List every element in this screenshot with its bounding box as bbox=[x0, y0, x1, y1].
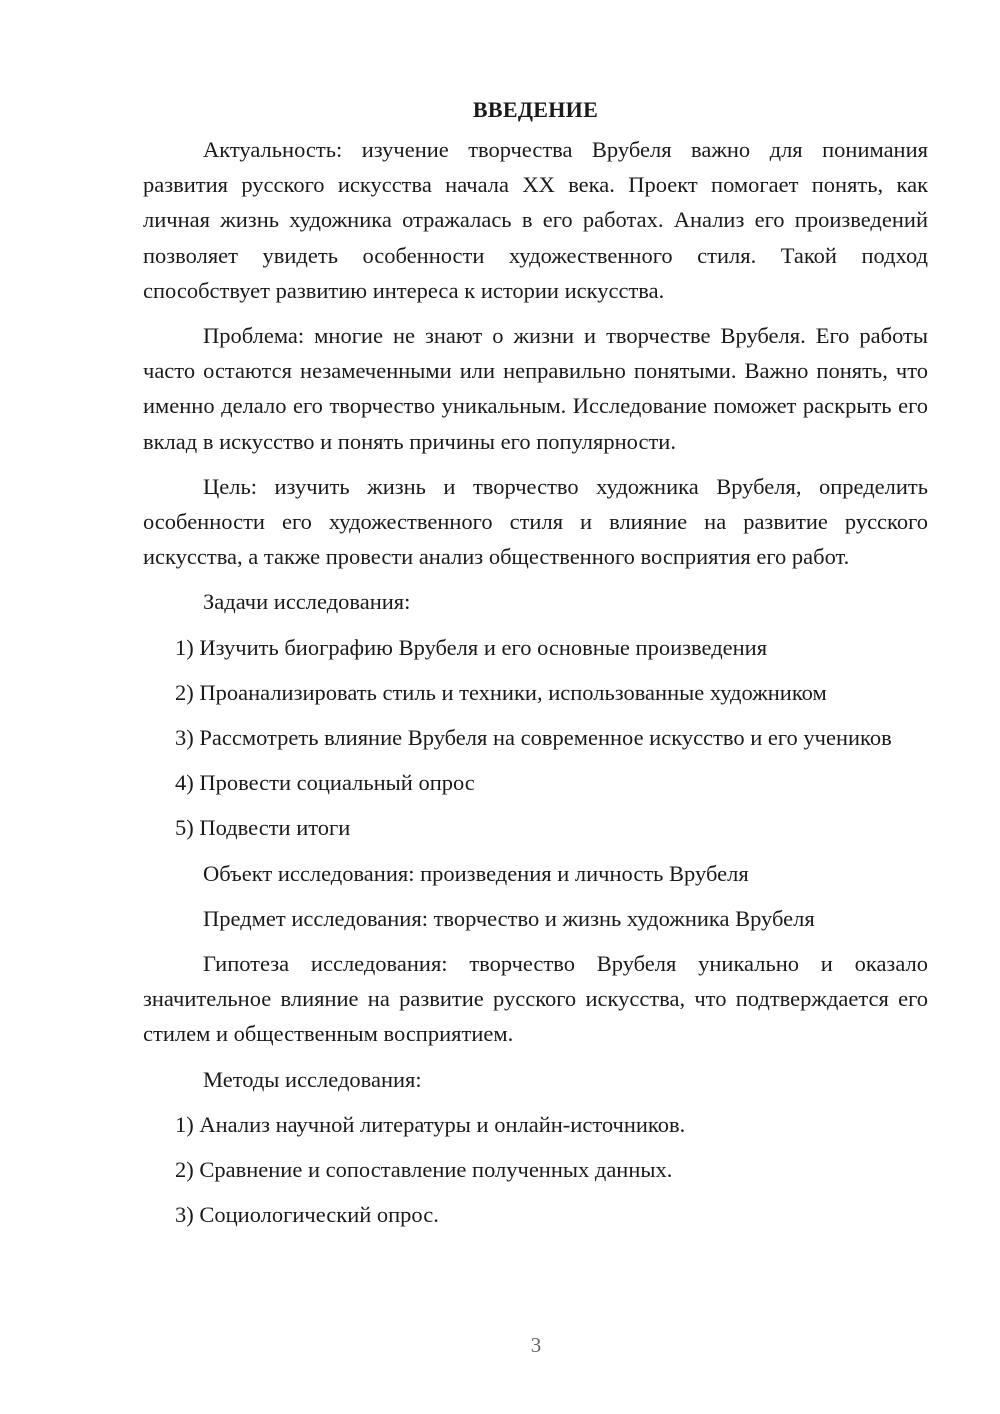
paragraph-hypothesis: Гипотеза исследования: творчество Врубеля уникально и оказало значительное влияние на развитие русского искусства, что подтверждается его стилем и общественным восприятием. bbox=[143, 951, 928, 1047]
paragraph-problem: Проблема: многие не знают о жизни и творчестве Врубеля. Его работы часто остаются незамеченными или неправильно понятыми. Важно понять, что именно делало его творчество уникальным. Исследование поможет раскрыть его вклад в искусство и понять причины его популярности. bbox=[143, 323, 928, 454]
task-item: 2) Проанализировать стиль и техники, использованные художником bbox=[175, 679, 827, 705]
tasks-heading: Задачи исследования: bbox=[203, 589, 411, 615]
document-page bbox=[143, 92, 928, 1242]
task-item: 3) Рассмотреть влияние Врубеля на современное искусство и его учеников bbox=[175, 725, 892, 751]
paragraph-relevance: Актуальность: изучение творчества Врубеля важно для понимания развития русского искусства начала XX века. Проект помогает понять, как личная жизнь художника отражалась в его работах. Анализ его произведений позволяет увидеть особенности художественного стиля. Такой подход способствует развитию интереса к истории искусства. bbox=[143, 137, 928, 303]
task-item: 1) Изучить биографию Врубеля и его основные произведения bbox=[175, 634, 768, 660]
method-item: 1) Анализ научной литературы и онлайн-источников. bbox=[175, 1111, 686, 1137]
method-item: 2) Сравнение и сопоставление полученных данных. bbox=[175, 1157, 673, 1183]
page-number: 3 bbox=[530, 1333, 542, 1357]
methods-heading: Методы исследования: bbox=[203, 1066, 422, 1092]
paragraph-goal: Цель: изучить жизнь и творчество художника Врубеля, определить особенности его художественного стиля и влияние на развитие русского искусства, а также провести анализ общественного восприятия его работ. bbox=[143, 473, 928, 570]
method-item: 3) Социологический опрос. bbox=[175, 1202, 439, 1228]
paragraph-object: Объект исследования: произведения и личность Врубеля bbox=[203, 860, 749, 886]
page-title: ВВЕДЕНИЕ bbox=[472, 97, 599, 122]
paragraph-subject: Предмет исследования: творчество и жизнь художника Врубеля bbox=[203, 905, 815, 931]
task-item: 5) Подвести итоги bbox=[175, 815, 351, 841]
task-item: 4) Провести социальный опрос bbox=[175, 770, 475, 796]
